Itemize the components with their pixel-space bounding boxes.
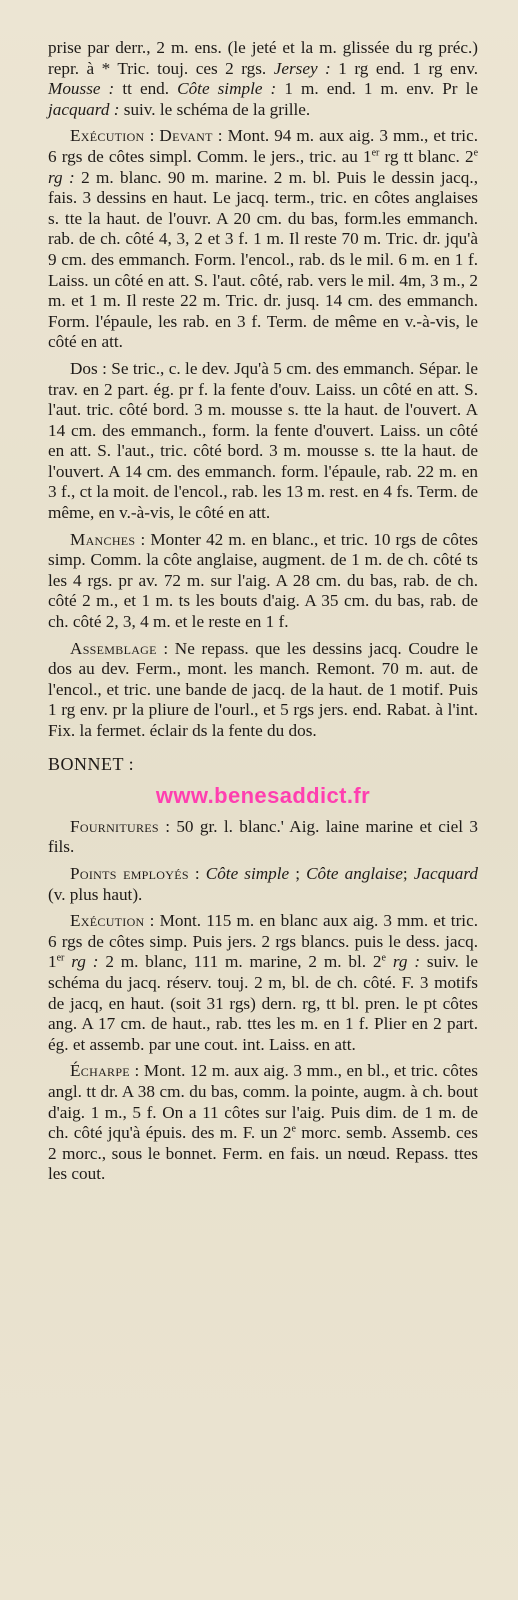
heading-label: Écharpe — [70, 1061, 130, 1081]
text-run: : — [144, 126, 160, 146]
heading-label: Fournitures — [70, 816, 159, 836]
paragraph — [48, 530, 478, 633]
paragraph — [48, 911, 478, 1055]
text-run: : — [188, 863, 206, 883]
text-run — [386, 952, 393, 971]
text-run: 1 m. end. 1 m. env. Pr le — [276, 79, 478, 99]
text-run: : Mont. 12 m. aux aig. 3 mm., en bl., et tric. côtes angl. tt dr. A 38 cm. du bas, comm. la pointe, augm. à ch. bout d'aig. 1 m., 5 f. On a 11 côtes sur l'aig. Puis dim. de 1 m. de ch. côté jqu'à épuis. des m. F. un 2 — [48, 1061, 478, 1143]
sweater-instructions — [48, 38, 478, 742]
paragraph — [48, 639, 478, 742]
text-run: e — [473, 147, 479, 159]
paragraph — [48, 1061, 478, 1185]
paragraph — [48, 38, 478, 120]
italic-term: rg : — [48, 167, 75, 187]
text-column — [48, 38, 478, 1191]
italic-term: rg : — [392, 952, 421, 972]
text-run: ; — [289, 863, 307, 883]
heading-label: Devant — [159, 126, 213, 146]
heading-label: Assemblage — [70, 638, 157, 658]
text-run: : Ne repass. que les dessins jacq. Coudre le dos au dev. Ferm., mont. les manch. Remont. 70 m. aut. de l'encol., et tric. une bande de jacq. de la haut. de 1 motif. Puis 1 rg env. pr la pliure de l'ourl., et 5 rgs jers. end. Rabat. à l'int. Fix. la fermet. éclair ds la fente du dos. — [48, 638, 478, 740]
paragraph — [48, 817, 478, 858]
italic-term: Mousse : — [48, 79, 115, 99]
text-run: : Mont. 94 m. aux aig. 3 mm., et tric. 6 rgs de côtes simpl. Comm. le jers., tric. au 1 — [48, 126, 479, 166]
text-run: (v. plus haut). — [48, 884, 143, 904]
text-run: suiv. le schéma du jacq. réserv. touj. 2 m, bl. de ch. côté. F. 3 motifs de jacq, en haut. (soit 31 rgs) dern. rg, tt bl. pren. le pt côtes ang. A 17 cm. de haut., rab. ttes les m. en 1 f. Plier en 2 part. ég. et assemb. par une cout. int. Laiss. en att. — [48, 952, 479, 1054]
text-run: tt end. — [114, 79, 178, 99]
text-run: : Mont. 115 m. en blanc aux aig. 3 mm. et tric. 6 rgs de côtes simp. Puis jers. 2 rgs blancs. puis le dess. jacq. 1 — [48, 911, 478, 972]
paragraph — [48, 359, 478, 524]
italic-term: Côte simple — [205, 863, 290, 883]
text-run: : 50 gr. l. blanc.' Aig. laine marine et ciel 3 fils. — [48, 816, 478, 857]
text-run: prise par derr., 2 m. ens. (le jeté et la m. glissée du rg préc.) repr. à * Tric. touj. ces 2 rgs. — [48, 38, 478, 78]
text-run: er — [371, 147, 380, 159]
heading-label: Exécution — [70, 911, 145, 931]
paragraph — [48, 126, 478, 353]
italic-term: rg : — [71, 952, 99, 972]
bonnet-instructions — [48, 817, 478, 1185]
text-run: e — [381, 952, 386, 964]
heading-label: Manches — [70, 529, 136, 549]
text-run: 1 rg end. 1 rg env. — [330, 58, 479, 78]
text-run: suiv. le schéma de la grille. — [119, 99, 311, 119]
text-run: rg tt blanc. 2 — [379, 146, 474, 166]
italic-term: jacquard : — [48, 99, 120, 119]
italic-term: Jersey : — [273, 58, 331, 78]
heading-label: Points employés — [70, 863, 189, 883]
text-run: : Monter 42 m. en blanc., et tric. 10 rgs de côtes simp. Comm. la côte anglaise, augment. de 1 m. de ch. côté ts les 4 rgs. pr av. 72 m. sur l'aig. A 28 cm. du bas, rab. de ch. côté 2 m., et 1 m. ts les bouts d'aig. A 35 cm. du bas, rab. de ch. côté 2, 3, 4 m. et le reste en 1 f. — [48, 529, 478, 632]
paragraph — [48, 864, 478, 905]
text-run: ; — [402, 863, 414, 883]
text-run: er — [56, 952, 65, 964]
text-run: morc. semb. Assemb. ces 2 morc., sous le bonnet. Ferm. en fais. un nœud. Repass. ttes les cout. — [48, 1123, 478, 1184]
text-run: 2 m. blanc. 90 m. marine. 2 m. bl. Puis le dessin jacq., fais. 3 dessins en haut. Le jacq. term., tric. en côtes anglaises s. tte la haut. de l'ouvr. A 20 cm. du bas, form.les emmanch. rab. de ch. côté 4, 3, 2 et 3 f. 1 m. Il reste 70 m. Tric. dr. jqu'à 9 cm. des emmanch. Form. l'encol., rab. ds le mil. 6 m. en 1 f. Laiss. un côté en att. S. l'aut. côté, rab. vers le mil. 4m, 3 m., 2 m. et 1 m. Il reste 22 m. Tric. dr. jusq. 14 cm. des emmanch. Form. l'épaule, les rab. en 3 f. Term. de même en v.-à-vis, le côté en att. — [48, 167, 478, 352]
section-title: BONNET : — [48, 753, 135, 774]
italic-term: Côte anglaise — [306, 863, 403, 883]
text-run: Dos : Se tric., c. le dev. Jqu'à 5 cm. des emmanch. Sépar. le trav. en 2 part. ég. pr f. la fente d'ouv. Laiss. un côté en att. S. l'aut. tric. côté bord. 3 m. mousse s. tte la haut. de l'ouvert. A 14 cm. des emmanch., form. la fente d'ouvert. Laiss. un côté en att. S. l'aut., tric. côté bord. 3 m. mousse s. tte la haut. de l'ouvert. A 14 cm. des emmanch. form. l'épaule, rab. 22 m. en 3 f., ct la moit. de l'encol., rab. les 13 m. rest. en 4 fs. Term. de même, en v.-à-vis, le côté en att. — [48, 358, 478, 523]
heading-label: Exécution — [70, 126, 145, 146]
italic-term: Côte simple : — [177, 79, 277, 99]
text-run: e — [291, 1123, 296, 1135]
watermark: www.benesaddict.fr — [155, 783, 371, 809]
text-run: 2 m. blanc, 111 m. marine, 2 m. bl. 2 — [98, 952, 382, 972]
italic-term: Jacquard — [413, 863, 478, 883]
